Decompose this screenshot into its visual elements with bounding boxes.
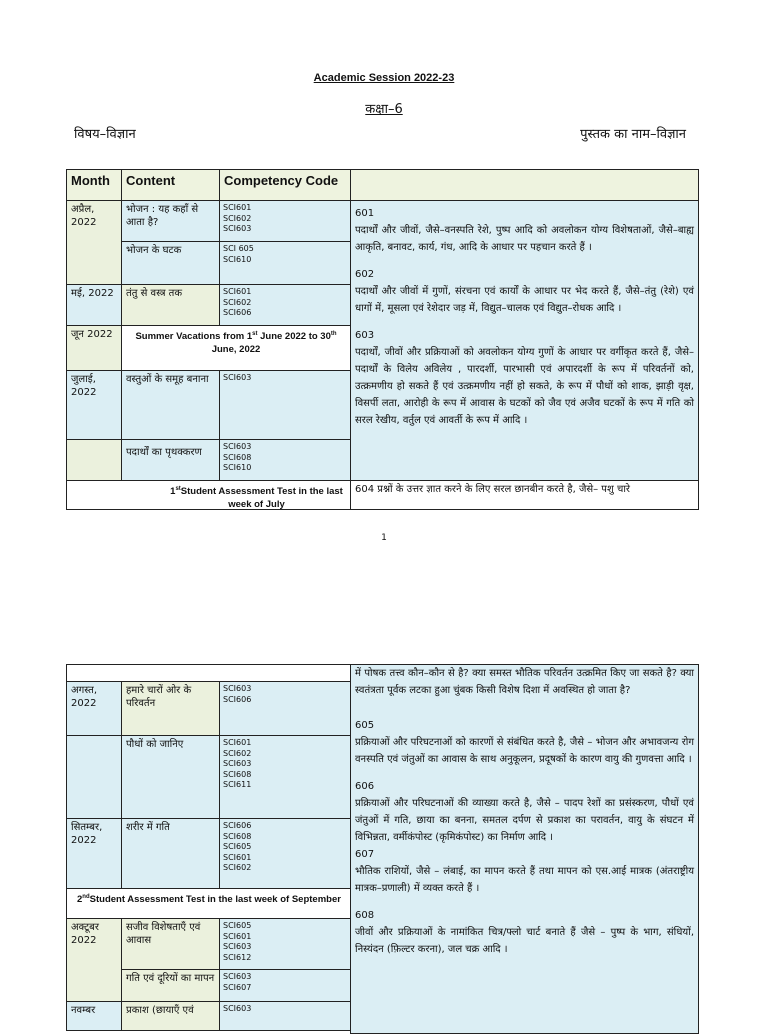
content-cell: गति एवं दूरियों का मापन xyxy=(121,969,220,1002)
code-cell: SCI603 SCI607 xyxy=(219,969,351,1002)
competency-item: 603 पदार्थों, जीवों और प्रक्रियाओं को अवलोकन योग्य गुणों के आधार पर वर्गीकृत करते हैं, जैसे– पदार्थों के विलेय अविलेय , पारदर्शी, पारभासी एवं अपारदर्शी के रूप में परिवर्तनों को, उत्क्रमणीय हो सकते हैं एवं उत्क्रमणीय नहीं हो सकते, के रूप में पौधों को शाक, झाड़ी वृक्ष, विसर्पी लता, आरोही के रूप में आवास के घटकों को जैव एवं अजैव घटकों के रूप में गति को सरल रेखीय, वर्तुल एवं आवर्ती के रूप में आदि । xyxy=(355,330,694,426)
code-cell: SCI605 SCI601 SCI603 SCI612 xyxy=(219,918,351,970)
content-cell: शरीर में गति xyxy=(121,818,220,889)
competency-item: 601 पदार्थों और जीवों, जैसे–वनस्पति रेशे, पुष्प आदि को अवलोकन योग्य विशेषताओं, जैसे–बाह्य आकृति, बनावट, कार्य, गंध, आदि के आधार पर पहचान करते हैं । xyxy=(355,208,694,253)
month-cell: जून 2022 xyxy=(66,325,122,371)
content-cell: प्रकाश (छायाएँ एवं xyxy=(121,1001,220,1031)
assessment-note: 1stStudent Assessment Test in the last week of July xyxy=(66,480,351,510)
vacation-note: Summer Vacations from 1st June 2022 to 30th June, 2022 xyxy=(121,325,351,371)
code-cell: SCI603 SCI608 SCI610 xyxy=(219,439,351,481)
competency-item: 606 प्रक्रियाओं और परिघटनाओं की व्याख्या करते है, जैसे – पादप रेशों का प्रसंस्करण, पौधों एवं जंतुओं में गति, छाया का बनना, समतल दर्पण से प्रकाश का परावर्तन, वायु के संघटन में विभिन्नता, वर्मीकंपोस्ट (कृमिकंपोस्ट) का निर्माण आदि । xyxy=(355,781,694,843)
class-label: कक्षा–6 xyxy=(365,102,403,117)
competency-item: में पोषक तत्त्व कौन–कौन से है? क्या समस्त भौतिक परिवर्तन उत्क्रमित किए जा सकते है? क्या स्वतंत्रता पूर्वक लटका हुआ चुंबक किसी विशेष दिशा में अवस्थित हो जाता है? xyxy=(355,668,694,696)
book-label: पुस्तक का नाम–विज्ञान xyxy=(580,127,686,142)
code-cell: SCI606 SCI608 SCI605 SCI601 SCI602 xyxy=(219,818,351,889)
competency-item: 608 जीवों और प्रक्रियाओं के नामांकित चित्र/फ्लो चार्ट बनाते हैं जैसे – पुष्प के भाग, संधियों, निस्यंदन (फ़िल्टर करना), जल चक्र आदि । xyxy=(355,910,694,955)
header-blank xyxy=(350,169,699,201)
content-cell: पौधों को जानिए xyxy=(121,735,220,819)
month-cell: अप्रैल, 2022 xyxy=(66,200,122,285)
month-cell: मई, 2022 xyxy=(66,284,122,326)
competency-item: 604 प्रश्नों के उत्तर ज्ञात करने के लिए सरल छानबीन करते है, जैसे– पशु चारे xyxy=(350,480,699,510)
code-cell: SCI 605 SCI610 xyxy=(219,241,351,285)
header-code: Competency Code xyxy=(219,169,351,201)
header-month: Month xyxy=(66,169,122,201)
content-cell: वस्तुओं के समूह बनाना xyxy=(121,370,220,440)
month-cell: सितम्बर, 2022 xyxy=(66,818,122,889)
competency-panel xyxy=(350,200,699,481)
header-content: Content xyxy=(121,169,220,201)
page-title: Academic Session 2022-23 xyxy=(313,72,455,84)
month-cell: जुलाई, 2022 xyxy=(66,370,122,440)
content-cell: भोजन के घटक xyxy=(121,241,220,285)
page-number: 1 xyxy=(381,533,387,543)
competency-item: 607 भौतिक राशियों, जैसे – लंबाई, का मापन करते हैं तथा मापन को एस.आई मात्रक (अंतराष्ट्रीय मात्रक–प्रणाली) में व्यक्त करते हैं । xyxy=(355,849,694,894)
competency-panel xyxy=(350,664,699,1034)
subject-label: विषय–विज्ञान xyxy=(74,127,136,142)
code-cell: SCI603 xyxy=(219,370,351,440)
month-cell: नवम्बर xyxy=(66,1001,122,1031)
month-cell xyxy=(66,735,122,819)
table-top-blank xyxy=(66,664,351,682)
month-cell: अगस्त, 2022 xyxy=(66,681,122,736)
month-cell: अक्टूबर 2022 xyxy=(66,918,122,1002)
code-cell: SCI601 SCI602 SCI603 xyxy=(219,200,351,242)
competency-item: 602 पदार्थों और जीवों में गुणों, संरचना एवं कार्यों के आधार पर भेद करते हैं, जैसे–तंतु (रेशे) एवं धागों में, मूसला एवं रेशेदार जड़ में, विद्युत–चालक एवं विद्युत–रोधक आदि । xyxy=(355,269,694,314)
content-cell: तंतु से वस्त्र तक xyxy=(121,284,220,326)
code-cell: SCI603 xyxy=(219,1001,351,1031)
code-cell: SCI603 SCI606 xyxy=(219,681,351,736)
month-cell xyxy=(66,439,122,481)
code-cell: SCI601 SCI602 SCI606 xyxy=(219,284,351,326)
content-cell: भोजन : यह कहाँ से आता है? xyxy=(121,200,220,242)
content-cell: हमारे चारों ओर के परिवर्तन xyxy=(121,681,220,736)
code-cell: SCI601 SCI602 SCI603 SCI608 SCI611 xyxy=(219,735,351,819)
competency-item: 605 प्रक्रियाओं और परिघटनाओं को कारणों से संबंधित करते है, जैसे – भोजन और अभावजन्य रोग वनस्पति एवं जंतुओं का आवास के साथ अनुकूलन, प्रदूषकों के कारण वायु की गुणवत्ता आदि । xyxy=(355,720,694,765)
assessment-note: 2ndStudent Assessment Test in the last week of September xyxy=(66,888,351,919)
content-cell: सजीव विशेषताएँ एवं आवास xyxy=(121,918,220,970)
content-cell: पदार्थों का पृथक्करण xyxy=(121,439,220,481)
